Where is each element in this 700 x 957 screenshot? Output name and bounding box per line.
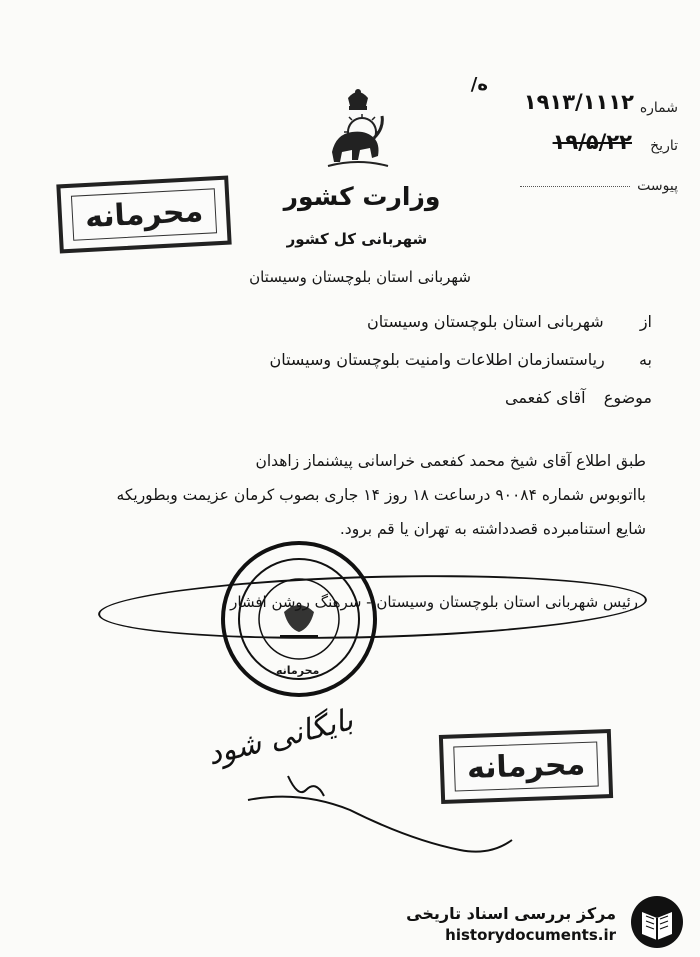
number-label: شماره bbox=[639, 100, 678, 116]
department-title: شهربانی کل کشور bbox=[286, 230, 428, 248]
attachment-dotline bbox=[520, 186, 630, 187]
lion-and-sun-emblem-icon bbox=[322, 86, 394, 170]
from-row bbox=[52, 312, 652, 334]
subject-row bbox=[52, 388, 652, 410]
footer-org-name: مرکز بررسی اسناد تاریخی bbox=[406, 904, 616, 923]
to-row bbox=[52, 350, 652, 372]
number-field bbox=[438, 74, 678, 122]
date-value: ۱۹/۵/۲۲ bbox=[552, 130, 632, 154]
confidential-stamp-bottom bbox=[439, 729, 613, 804]
confidential-stamp-top bbox=[56, 176, 232, 254]
from-label: از bbox=[639, 312, 652, 331]
signature-line: رئیس شهربانی استان بلوچستان وسیستان - سرهنگ روشن افشار bbox=[230, 593, 638, 611]
body-line-1: طبق اطلاع آقای شیخ محمد کفعمی خراسانی پیشنماز زاهدان bbox=[255, 452, 646, 470]
footer-url: historydocuments.ir bbox=[445, 926, 616, 944]
round-seal-text: محرمانه bbox=[276, 664, 320, 677]
from-value: شهربانی استان بلوچستان وسیستان bbox=[367, 312, 604, 331]
body-line-2: بااتوبوس شماره ۹۰۰۸۴ درساعت ۱۸ روز ۱۴ جاری بصوب کرمان عزیمت وبطوریکه bbox=[116, 486, 646, 504]
number-prefix: ه/ bbox=[470, 74, 488, 95]
confidential-stamp-top-text: محرمانه bbox=[71, 188, 217, 240]
ministry-title: وزارت کشور bbox=[283, 182, 441, 211]
book-logo-icon bbox=[628, 894, 686, 950]
handwritten-initials: بایگانی شود bbox=[203, 702, 357, 773]
subject-value: آقای کفعمی bbox=[504, 388, 586, 407]
date-label: تاریخ bbox=[650, 138, 678, 154]
attachment-field bbox=[488, 176, 678, 200]
confidential-stamp-bottom-text: محرمانه bbox=[453, 741, 599, 791]
body-line-3: شایع استنامبرده قصدداشته به تهران یا قم برود. bbox=[339, 520, 646, 538]
to-label: به bbox=[638, 350, 652, 369]
province-title: شهربانی استان بلوچستان وسیستان bbox=[249, 268, 471, 286]
subject-label: موضوع bbox=[603, 388, 652, 407]
date-field bbox=[478, 132, 678, 162]
attachment-label: پیوست bbox=[637, 178, 678, 194]
number-value: ۱۹۱۳/۱۱۱۲ bbox=[523, 90, 634, 114]
to-value: ریاستسازمان اطلاعات وامنیت بلوچستان وسیستان bbox=[269, 350, 605, 369]
